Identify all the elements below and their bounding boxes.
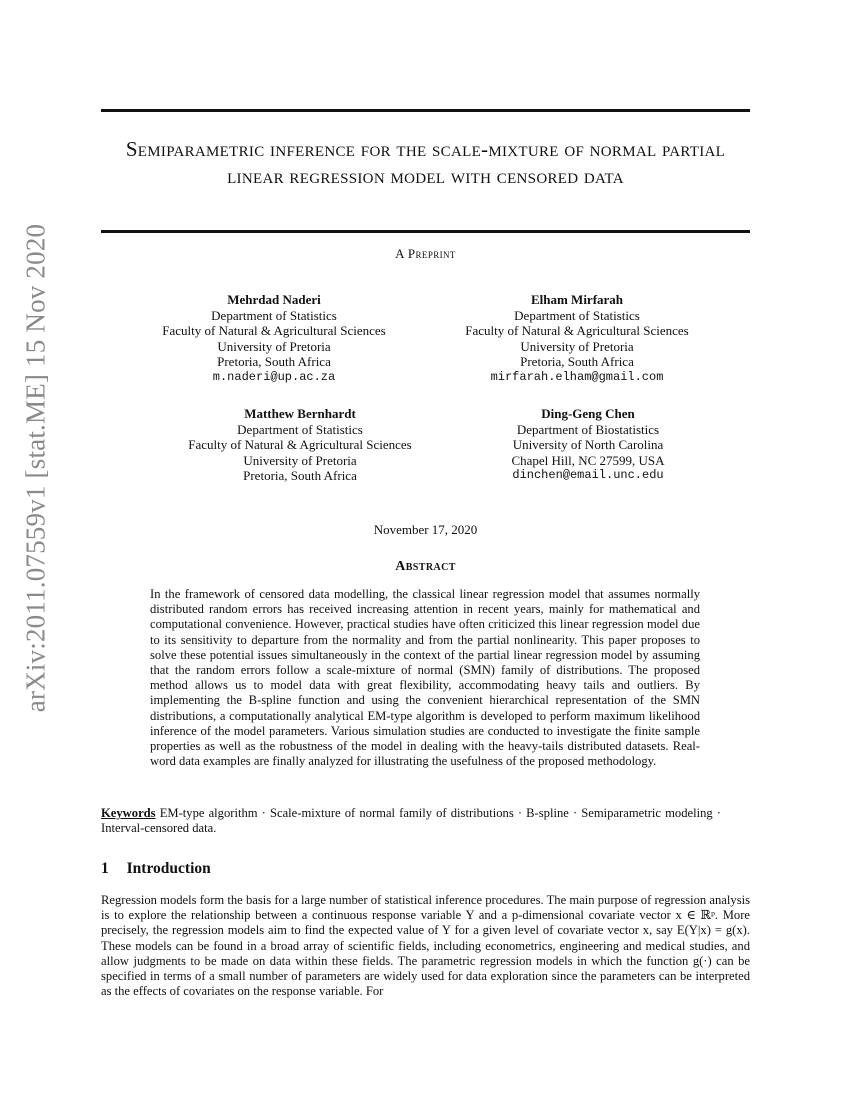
keywords-label: Keywords [101,806,156,820]
title-bottom-rule [101,230,750,233]
author-block-mirfarah [417,292,737,385]
keywords-paragraph [101,806,721,836]
author-email[interactable]: mirfarah.elham@gmail.com [490,369,664,384]
author-faculty: Faculty of Natural & Agricultural Sciences [188,437,412,452]
abstract-text: In the framework of censored data modelling, the classical linear regression model that assumes normally distributed random errors has received increasing attention in recent years, mainly for mathematical and computational convenience. However, practical studies have often criticized this linear regression model due to its sensitivity to departure from the normality and from the partial nonlinearity. This paper proposes to solve these potential issues simultaneously in the context of the partial linear regression model by assuming that the random errors follow a scale-mixture of normal (SMN) family of distributions. The proposed method allows us to model data with great flexibility, accommodating heavy tails and outliers. By implementing the B-spline function and using the convenient hierarchical representation of the SMN distributions, a computationally analytical EM-type algorithm is developed to perform maximum likelihood inference of the model parameters. Various simulation studies are conducted to investigate the finite sample properties as well as the robustness of the model in dealing with the heavy-tails distributed datasets. Real-word data examples are finally analyzed for illustrating the usefulness of the proposed methodology. [150,587,700,769]
author-department: Department of Statistics [237,421,363,437]
title-top-rule [101,109,750,112]
author-block-naderi [114,292,434,385]
author-name: Ding-Geng Chen [541,406,635,421]
section-title: Introduction [126,860,211,877]
author-location: Pretoria, South Africa [217,354,331,369]
section-heading-introduction [101,860,211,878]
author-location: Pretoria, South Africa [243,468,357,483]
abstract-heading: Abstract [395,559,456,574]
author-name: Elham Mirfarah [530,292,624,307]
preprint-label: A Preprint [395,246,456,261]
author-department: Department of Statistics [514,307,640,323]
arxiv-identifier-stamp: arXiv:2011.07559v1 [stat.ME] 15 Nov 2020 [20,223,51,713]
keywords-list: EM-type algorithm · Scale-mixture of normal family of distributions · B-spline · Semiparametric modeling · Interval-censored data. [101,806,721,836]
author-department: Department of Statistics [211,307,337,323]
publication-date: November 17, 2020 [373,522,478,537]
author-email[interactable]: dinchen@email.unc.edu [512,468,664,482]
introduction-paragraph: Regression models form the basis for a large number of statistical inference procedures. The main purpose of regression analysis is to explore the relationship between a continuous response variable Y and a p-dimensional covariate vector x ∈ ℝᵖ. More precisely, the regression models aim to find the expected value of Y for a given level of covariate vector x, say E(Y|x) = g(x). These models can be found in a broad array of scientific fields, including econometrics, engineering and medical studies, and allow judgments to be made on data within these fields. The parametric regression models in which the function g(·) can be specified in terms of a small number of parameters are widely used for data exploration since the parameters can be interpreted as the effects of covariates on the response variable. For [101,893,750,999]
author-university: University of Pretoria [243,452,357,468]
author-location: Pretoria, South Africa [520,354,634,369]
author-block-chen [428,406,748,484]
paper-title: Semiparametric inference for the scale-mixture of normal partial linear regression model with censored data [125,137,726,188]
section-number: 1 [101,860,109,877]
author-university: University of Pretoria [520,338,634,354]
author-department: Department of Biostatistics [516,421,660,437]
author-faculty: Faculty of Natural & Agricultural Sciences [465,323,689,338]
author-university: University of North Carolina [512,437,664,452]
author-block-bernhardt [140,406,460,484]
author-email[interactable]: m.naderi@up.ac.za [212,369,336,384]
author-name: Matthew Bernhardt [244,406,356,421]
author-university: University of Pretoria [217,338,331,354]
author-location: Chapel Hill, NC 27599, USA [511,452,665,468]
author-faculty: Faculty of Natural & Agricultural Sciences [162,323,386,338]
author-name: Mehrdad Naderi [227,292,321,307]
